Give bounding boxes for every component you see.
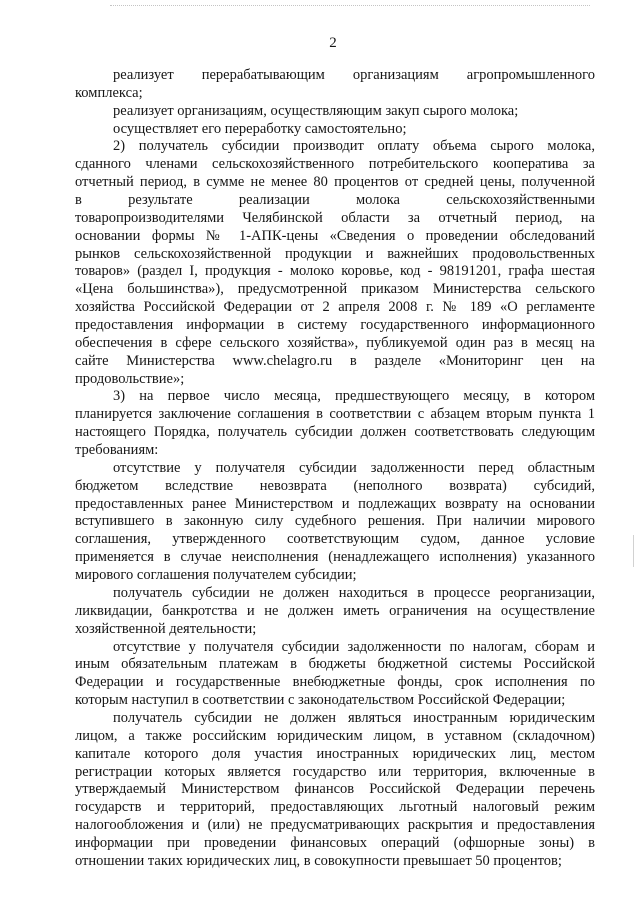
text-line: бюджетом вследствие невозврата (неполного возврата) субсидий,: [75, 477, 595, 494]
text-line: основании формы № 1-АПК-цены «Сведения о проведении обследований: [75, 227, 595, 244]
text-line: предоставленных ранее Министерством и подлежащих возврату на основании: [75, 495, 595, 512]
page-number: 2: [329, 35, 337, 51]
text-line: получатель субсидии не должен являться иностранным юридическим: [113, 709, 595, 726]
text-line: отчетный период, в сумме не менее 80 процентов от средней цены, полученной: [75, 174, 595, 191]
text-line: информации при проведении финансовых операций (офшорные зоны) в: [75, 834, 595, 851]
text-line: планируется заключение соглашения в соответствии с абзацем вторым пункта 1: [75, 406, 595, 423]
paragraph-1: [75, 67, 595, 103]
text-line: капитале которого доля участия иностранных юридических лиц, местом: [75, 745, 595, 762]
text-line: сданного членами сельскохозяйственного потребительского кооператива за: [75, 156, 595, 173]
text-line: хозяйственной деятельности;: [75, 620, 257, 637]
text-line: отсутствие у получателя субсидии задолженности перед областным: [113, 459, 595, 476]
paragraph-3: [75, 121, 595, 139]
text-line: 3) на первое число месяца, предшествующего месяцу, в котором: [113, 388, 595, 405]
paragraph-9: [75, 710, 595, 871]
text-line: требованиям:: [75, 442, 159, 459]
text-line: отсутствие у получателя субсидии задолженности по налогам, сборам и: [113, 638, 595, 655]
text-line: продовольствие»;: [75, 370, 185, 387]
text-line: регистрации которых является государство или территория, включенные в: [75, 763, 595, 780]
text-line: Федерации и государственные внебюджетные фонды, срок исполнения по: [75, 674, 595, 691]
text-line: комплекса;: [75, 84, 143, 101]
text-line: соглашения, утвержденного соответствующим судом, данное условие: [75, 531, 595, 548]
paragraph-7: [75, 585, 595, 639]
text-line: обеспечения в сфере сельского хозяйства», публикуемой один раз в месяц на: [75, 334, 595, 351]
text-line: реализует перерабатывающим организациям агропромышленного: [113, 67, 595, 83]
text-line: сайте Министерства www.chelagro.ru в разделе «Мониторинг цен на: [75, 352, 595, 369]
paragraph-5: [75, 388, 595, 459]
text-line: настоящего Порядка, получатель субсидии должен соответствовать следующим: [75, 424, 595, 441]
scan-artifact-mark: [633, 535, 634, 567]
text-line: 2) получатель субсидии производит оплату объема сырого молока,: [113, 138, 595, 155]
text-line: иным обязательным платежам в бюджеты бюджетной системы Российской: [75, 656, 595, 673]
text-line: предоставления информации в систему государственного информационного: [75, 317, 595, 334]
text-line: ликвидации, банкротства и не должен иметь ограничения на осуществление: [75, 602, 595, 619]
text-line: «Цена большинства»), предусмотренной приказом Министерства сельского: [75, 281, 595, 298]
text-line: в результате реализации молока сельскохозяйственными: [75, 192, 595, 209]
text-line: товаропроизводителями Челябинской области за отчетный период, на: [75, 209, 595, 226]
text-line: государств и территорий, предоставляющих льготный налоговый режим: [75, 799, 595, 816]
text-line: товаров» (раздел I, продукция - молоко коровье, код - 98191201, графа шестая: [75, 263, 595, 280]
text-line: лицом, а также российским юридическим лицом, в уставном (складочном): [75, 727, 595, 744]
scan-artifact-line: [110, 5, 590, 6]
text-line: которым наступил в соответствии с законодательством Российской Федерации;: [75, 692, 566, 709]
text-line: осуществляет его переработку самостоятельно;: [113, 120, 407, 137]
text-line: утверждаемый Министерством финансов Российской Федерации перечень: [75, 781, 595, 798]
paragraph-6: [75, 460, 595, 585]
paragraph-8: [75, 639, 595, 710]
document-body: [75, 67, 595, 871]
text-line: мирового соглашения получателем субсидии;: [75, 567, 357, 584]
text-line: реализует организациям, осуществляющим закуп сырого молока;: [113, 102, 519, 119]
text-line: применяется в случае неисполнения (ненадлежащего исполнения) указанного: [75, 549, 595, 566]
text-line: рынков сельскохозяйственной продукции и важнейших продовольственных: [75, 245, 595, 262]
text-line: хозяйства Российской Федерации от 2 апреля 2008 г. № 189 «О регламенте: [75, 299, 595, 316]
text-line: вступившего в законную силу судебного решения. При наличии мирового: [75, 513, 595, 530]
paragraph-2: [75, 103, 595, 121]
text-line: налогообложения и (или) не предусматривающих раскрытия и предоставления: [75, 817, 595, 834]
text-line: отношении таких юридических лиц, в совокупности превышает 50 процентов;: [75, 852, 562, 869]
paragraph-4: [75, 138, 595, 388]
text-line: получатель субсидии не должен находиться в процессе реорганизации,: [113, 584, 595, 601]
